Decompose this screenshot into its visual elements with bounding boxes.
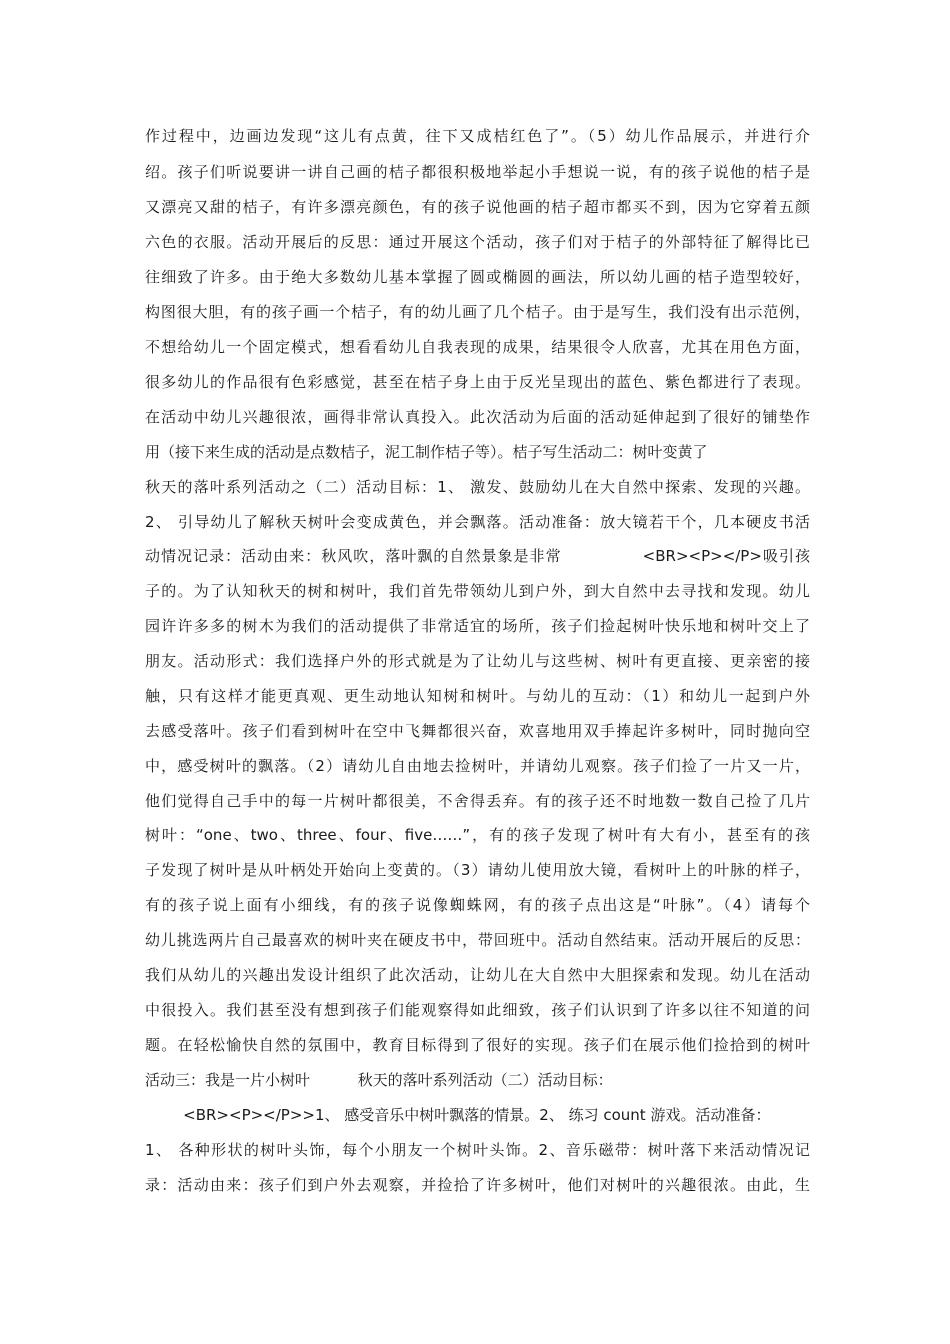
text-line: 很多幼儿的作品很有色彩感觉，甚至在桔子身上由于反光呈现出的蓝色、紫色都进行了表现。 (145, 373, 810, 391)
text-line: 秋天的落叶系列活动之（二）活动目标：1、 激发、鼓励幼儿在大自然中探索、发现的兴趣。 (145, 478, 810, 496)
text-line: 子发现了树叶是从叶柄处开始向上变黄的。（3）请幼儿使用放大镜，看树叶上的叶脉的样子， (145, 861, 810, 879)
text-line: <BR><P></P>>1、 感受音乐中树叶飘落的情景。2、 练习 count 游戏。活动准备： (145, 1106, 771, 1124)
text-line: 子的。为了认知秋天的树和树叶，我们首先带领幼儿到户外，到大自然中去寻找和发现。幼儿 (145, 582, 810, 600)
text-line: 幼儿挑选两片自己最喜欢的树叶夹在硬皮书中，带回班中。活动自然结束。活动开展后的反思： (145, 931, 810, 949)
text-line: 又漂亮又甜的桔子，有许多漂亮颜色，有的孩子说他画的桔子超市都买不到，因为它穿着五颜 (145, 198, 810, 216)
text-line: 去感受落叶。孩子们看到树叶在空中飞舞都很兴奋，欢喜地用双手捧起许多树叶，同时抛向空 (145, 722, 810, 740)
text-line: 园许许多多的树木为我们的活动提供了非常适宜的场所，孩子们捡起树叶快乐地和树叶交上了 (145, 617, 810, 635)
text-line: 作过程中，边画边发现“这儿有点黄，往下又成桔红色了”。（5）幼儿作品展示，并进行介 (145, 127, 810, 145)
text-line: 中，感受树叶的飘落。（2）请幼儿自由地去捡树叶，并请幼儿观察。孩子们捡了一片又一片， (145, 757, 810, 775)
text-line: 2、 引导幼儿了解秋天树叶会变成黄色，并会飘落。活动准备：放大镜若干个，几本硬皮书活 (145, 513, 810, 531)
text-line: 六色的衣服。活动开展后的反思：通过开展这个活动，孩子们对于桔子的外部特征了解得比已 (145, 233, 810, 251)
text-line: 动情况记录：活动由来：秋风吹，落叶飘的自然景象是非常 <BR><P></P>吸引孩 (145, 547, 810, 565)
text-line: 树叶：“one、two、three、four、five……”，有的孩子发现了树叶有大有小，甚至有的孩 (145, 826, 810, 844)
text-line: 中很投入。我们甚至没有想到孩子们能观察得如此细致，孩子们认识到了许多以往不知道的问 (145, 1001, 810, 1019)
text-line: 题。在轻松愉快自然的氛围中，教育目标得到了很好的实现。孩子们在展示他们捡拾到的树叶 (145, 1036, 810, 1054)
text-line: 录：活动由来：孩子们到户外去观察，并捡拾了许多树叶，他们对树叶的兴趣很浓。由此，生 (145, 1176, 810, 1194)
text-line: 构图很大胆，有的孩子画一个桔子，有的幼儿画了几个桔子。由于是写生，我们没有出示范例， (145, 303, 810, 321)
text-line: 朋友。活动形式：我们选择户外的形式就是为了让幼儿与这些树、树叶有更直接、更亲密的接 (145, 652, 810, 670)
text-line: 往细致了许多。由于绝大多数幼儿基本掌握了圆或椭圆的画法，所以幼儿画的桔子造型较好， (145, 268, 810, 286)
text-line: 绍。孩子们听说要讲一讲自己画的桔子都很积极地举起小手想说一说，有的孩子说他的桔子是 (145, 163, 810, 181)
text-line: 有的孩子说上面有小细线，有的孩子说像蜘蛛网，有的孩子点出这是“叶脉”。（4）请每个 (145, 896, 810, 914)
text-line: 不想给幼儿一个固定模式，想看看幼儿自我表现的成果，结果很令人欣喜，尤其在用色方面， (145, 338, 810, 356)
text-line: 在活动中幼儿兴趣很浓，画得非常认真投入。此次活动为后面的活动延伸起到了很好的铺垫作 (145, 408, 810, 426)
text-line: 用（接下来生成的活动是点数桔子，泥工制作桔子等）。桔子写生活动二：树叶变黄了 (145, 443, 708, 461)
text-line: 我们从幼儿的兴趣出发设计组织了此次活动，让幼儿在大自然中大胆探索和发现。幼儿在活动 (145, 966, 810, 984)
text-line: 触，只有这样才能更真观、更生动地认知树和树叶。与幼儿的互动：（1）和幼儿一起到户外 (145, 687, 810, 705)
text-line: 活动三：我是一片小树叶 秋天的落叶系列活动（二）活动目标： (145, 1071, 613, 1089)
text-line: 1、 各种形状的树叶头饰，每个小朋友一个树叶头饰。2、音乐磁带：树叶落下来活动情况记 (145, 1141, 810, 1159)
text-line: 他们觉得自己手中的每一片树叶都很美，不舍得丢弃。有的孩子还不时地数一数自己捡了几片 (145, 792, 810, 810)
